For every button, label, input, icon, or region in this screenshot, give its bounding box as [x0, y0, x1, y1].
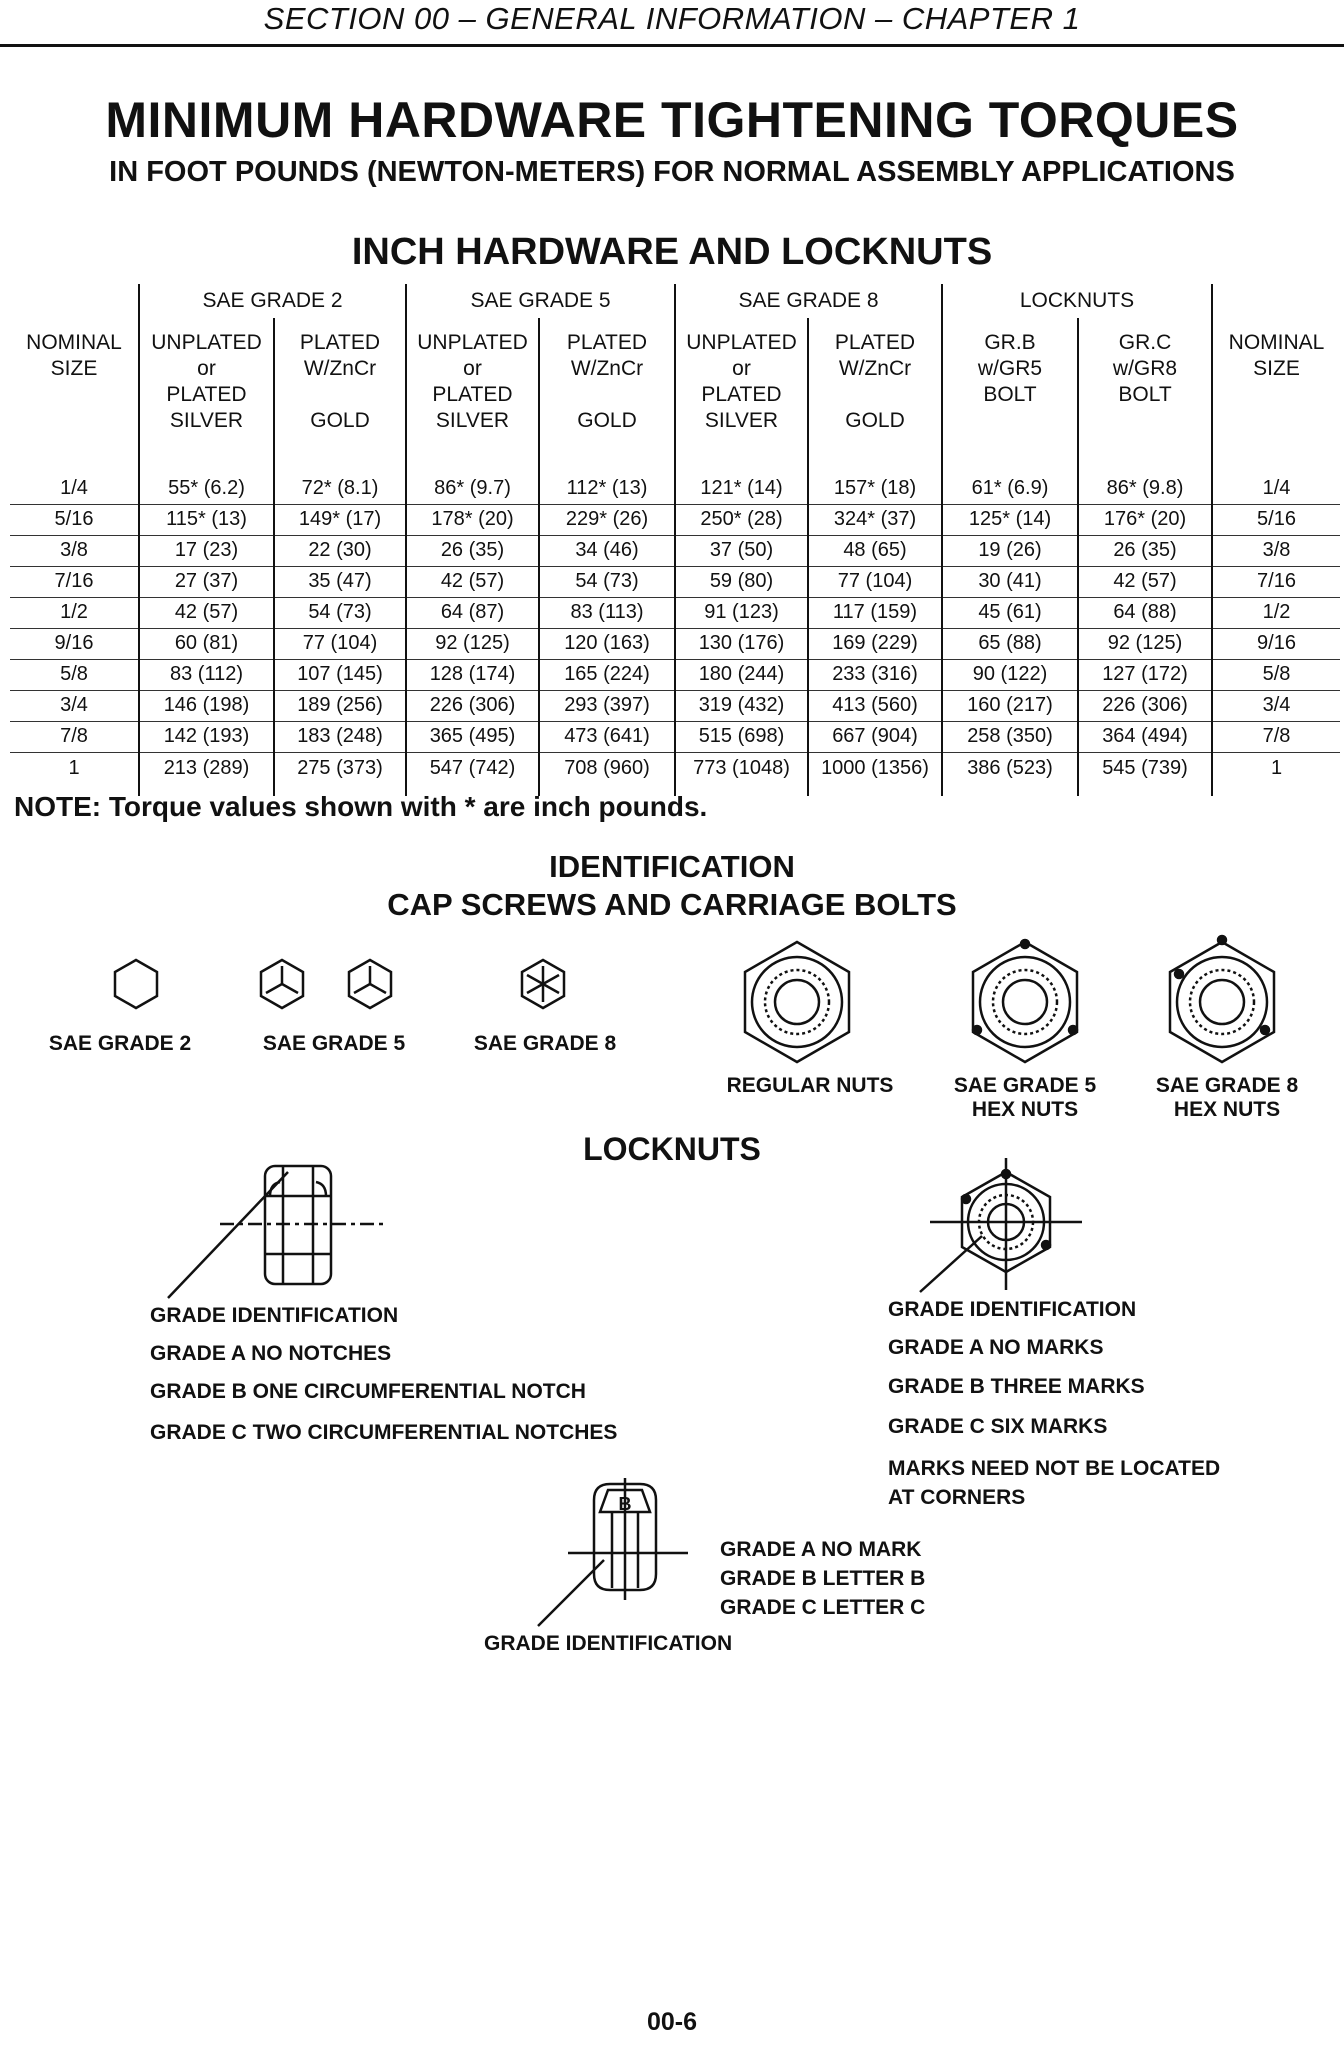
table-cell: 157* (18)	[808, 460, 942, 504]
column-header-line: UNPLATED	[686, 331, 797, 354]
table-cell: 35 (47)	[274, 566, 406, 597]
table-cell: 27 (37)	[139, 566, 274, 597]
table-cell: 92 (125)	[406, 628, 539, 659]
nut-caption-grade-5-line2: HEX NUTS	[971, 1098, 1079, 1121]
left-list-line-4: GRADE C TWO CIRCUMFERENTIAL NOTCHES	[150, 1421, 618, 1444]
locknut-top-view-icon	[920, 1158, 1082, 1292]
table-cell: 61* (6.9)	[942, 460, 1078, 504]
table-cell: 42 (57)	[406, 566, 539, 597]
column-header-line: W/ZnCr	[303, 357, 377, 380]
left-list-line-2: GRADE A NO NOTCHES	[150, 1342, 392, 1365]
table-cell: 149* (17)	[274, 504, 406, 535]
torque-note: NOTE: Torque values shown with * are inch pounds.	[14, 791, 708, 822]
group-sae-grade-8: SAE GRADE 8	[675, 284, 942, 318]
right-list-line-6: AT CORNERS	[888, 1486, 1026, 1509]
table-cell: 5/8	[10, 659, 139, 690]
table-cell: 189 (256)	[274, 690, 406, 721]
table-cell: 37 (50)	[675, 535, 808, 566]
table-cell: 7/16	[1212, 566, 1340, 597]
column-header-line: w/GR5	[977, 357, 1043, 380]
table-cell: 1	[1212, 752, 1340, 796]
bottom-list-line-2: GRADE B LETTER B	[720, 1567, 926, 1590]
column-header-line: PLATED	[834, 331, 916, 354]
column-header-line: w/GR8	[1112, 357, 1178, 380]
column-header-line: GR.C	[1118, 331, 1172, 354]
table-cell: 365 (495)	[406, 721, 539, 752]
page-number: 00-6	[646, 2008, 698, 2036]
table-cell: 178* (20)	[406, 504, 539, 535]
table-cell: 1000 (1356)	[808, 752, 942, 796]
table-cell: 1/4	[1212, 460, 1340, 504]
table-cell: 226 (306)	[1078, 690, 1212, 721]
table-cell: 146 (198)	[139, 690, 274, 721]
table-cell: 258 (350)	[942, 721, 1078, 752]
page-title: MINIMUM HARDWARE TIGHTENING TORQUES	[105, 92, 1239, 148]
table-cell: 125* (14)	[942, 504, 1078, 535]
column-header-line: PLATED	[299, 331, 381, 354]
table-cell: 83 (113)	[539, 597, 675, 628]
table-cell: 213 (289)	[139, 752, 274, 796]
table-cell: 233 (316)	[808, 659, 942, 690]
column-header-line: NOMINAL	[26, 331, 122, 354]
table-cell: 386 (523)	[942, 752, 1078, 796]
table-cell: 120 (163)	[539, 628, 675, 659]
table-cell: 364 (494)	[1078, 721, 1212, 752]
table-cell: 250* (28)	[675, 504, 808, 535]
table-cell: 107 (145)	[274, 659, 406, 690]
column-header-line: PLATED	[701, 383, 782, 406]
table-cell: 92 (125)	[1078, 628, 1212, 659]
column-header-line: W/ZnCr	[570, 357, 644, 380]
group-sae-grade-2: SAE GRADE 2	[139, 284, 406, 318]
column-header-line: GOLD	[577, 409, 637, 432]
table-cell: 5/16	[10, 504, 139, 535]
column-header-line: GR.B	[984, 331, 1036, 354]
group-sae-grade-5: SAE GRADE 5	[406, 284, 675, 318]
table-cell: 1/2	[1212, 597, 1340, 628]
left-list-line-3: GRADE B ONE CIRCUMFERENTIAL NOTCH	[150, 1380, 586, 1403]
page-subtitle: IN FOOT POUNDS (NEWTON-METERS) FOR NORMAL ASSEMBLY APPLICATIONS	[109, 156, 1235, 188]
column-header-line: PLATED	[432, 383, 513, 406]
table-cell: 7/8	[10, 721, 139, 752]
table-cell: 26 (35)	[1078, 535, 1212, 566]
column-header-line: UNPLATED	[417, 331, 528, 354]
bottom-list-line-3: GRADE C LETTER C	[720, 1596, 926, 1619]
table-cell: 3/8	[10, 535, 139, 566]
right-list-line-5: MARKS NEED NOT BE LOCATED	[888, 1457, 1221, 1480]
hex-nut-grade-8-icon	[1170, 936, 1274, 1062]
nut-caption-grade-8-line1: SAE GRADE 8	[1155, 1074, 1299, 1097]
table-cell: 180 (244)	[675, 659, 808, 690]
table-cell: 48 (65)	[808, 535, 942, 566]
table-cell: 86* (9.8)	[1078, 460, 1212, 504]
column-header-line: SILVER	[435, 409, 510, 432]
table-cell: 127 (172)	[1078, 659, 1212, 690]
table-cell: 3/4	[1212, 690, 1340, 721]
table-cell: 130 (176)	[675, 628, 808, 659]
column-header-line: GOLD	[310, 409, 370, 432]
table-cell: 545 (739)	[1078, 752, 1212, 796]
table-cell: 319 (432)	[675, 690, 808, 721]
table-cell: 55* (6.2)	[139, 460, 274, 504]
right-list-line-3: GRADE B THREE MARKS	[888, 1375, 1145, 1398]
identification-title-line1: IDENTIFICATION	[549, 849, 795, 884]
table-cell: 667 (904)	[808, 721, 942, 752]
table-title: INCH HARDWARE AND LOCKNUTS	[351, 231, 993, 273]
table-cell: 3/4	[10, 690, 139, 721]
column-header-line: PLATED	[166, 383, 247, 406]
table-cell: 45 (61)	[942, 597, 1078, 628]
table-cell: 773 (1048)	[675, 752, 808, 796]
column-header-line: W/ZnCr	[838, 357, 912, 380]
table-cell: 142 (193)	[139, 721, 274, 752]
table-cell: 128 (174)	[406, 659, 539, 690]
bolt-caption-grade-5: SAE GRADE 5	[262, 1032, 406, 1055]
column-header-line: BOLT	[1118, 383, 1172, 406]
table-cell: 91 (123)	[675, 597, 808, 628]
table-cell: 9/16	[10, 628, 139, 659]
table-cell: 1/2	[10, 597, 139, 628]
table-cell: 515 (698)	[675, 721, 808, 752]
table-cell: 176* (20)	[1078, 504, 1212, 535]
table-cell: 7/8	[1212, 721, 1340, 752]
column-header-line: BOLT	[983, 383, 1037, 406]
table-cell: 112* (13)	[539, 460, 675, 504]
bottom-list-line-1: GRADE A NO MARK	[720, 1538, 922, 1561]
table-cell: 293 (397)	[539, 690, 675, 721]
column-header-line: or	[463, 357, 482, 380]
column-header-line: SILVER	[704, 409, 779, 432]
column-header-line: GOLD	[845, 409, 905, 432]
table-cell: 34 (46)	[539, 535, 675, 566]
section-header: SECTION 00 – GENERAL INFORMATION – CHAPTER 1	[263, 1, 1081, 36]
table-cell: 9/16	[1212, 628, 1340, 659]
table-cell: 77 (104)	[808, 566, 942, 597]
bolt-caption-grade-2: SAE GRADE 2	[48, 1032, 192, 1055]
table-cell: 64 (87)	[406, 597, 539, 628]
table-cell: 5/16	[1212, 504, 1340, 535]
table-cell: 54 (73)	[539, 566, 675, 597]
table-cell: 77 (104)	[274, 628, 406, 659]
group-locknuts: LOCKNUTS	[942, 284, 1212, 318]
table-cell: 65 (88)	[942, 628, 1078, 659]
column-header-line: or	[197, 357, 216, 380]
table-cell: 413 (560)	[808, 690, 942, 721]
table-cell: 708 (960)	[539, 752, 675, 796]
table-cell: 90 (122)	[942, 659, 1078, 690]
table-cell: 30 (41)	[942, 566, 1078, 597]
locknuts-title: LOCKNUTS	[583, 1131, 761, 1167]
hex-nut-grade-5-icon	[973, 940, 1077, 1062]
table-cell: 1/4	[10, 460, 139, 504]
table-cell: 117 (159)	[808, 597, 942, 628]
table-cell: 64 (88)	[1078, 597, 1212, 628]
right-list-line-2: GRADE A NO MARKS	[888, 1336, 1104, 1359]
table-cell: 7/16	[10, 566, 139, 597]
bolt-grade-8-icon	[522, 960, 564, 1008]
table-cell: 165 (224)	[539, 659, 675, 690]
table-cell: 473 (641)	[539, 721, 675, 752]
table-cell: 86* (9.7)	[406, 460, 539, 504]
column-header-line: NOMINAL	[1228, 331, 1325, 354]
table-cell: 26 (35)	[406, 535, 539, 566]
table-cell: 42 (57)	[139, 597, 274, 628]
nut-caption-grade-5-line1: SAE GRADE 5	[953, 1074, 1097, 1097]
table-cell: 3/8	[1212, 535, 1340, 566]
table-cell: 226 (306)	[406, 690, 539, 721]
nut-letter: B	[618, 1494, 632, 1514]
table-cell: 54 (73)	[274, 597, 406, 628]
table-cell: 121* (14)	[675, 460, 808, 504]
bottom-caption: GRADE IDENTIFICATION	[484, 1632, 733, 1655]
lettered-locknut-icon	[538, 1478, 688, 1626]
table-cell: 115* (13)	[139, 504, 274, 535]
bolt-grade-5-icon	[261, 960, 391, 1008]
table-cell: 17 (23)	[139, 535, 274, 566]
table-cell: 22 (30)	[274, 535, 406, 566]
table-cell: 324* (37)	[808, 504, 942, 535]
table-cell: 19 (26)	[942, 535, 1078, 566]
column-header-line: SILVER	[169, 409, 244, 432]
table-cell: 1	[68, 756, 80, 779]
table-cell: 229* (26)	[539, 504, 675, 535]
table-cell: 42 (57)	[1078, 566, 1212, 597]
table-cell: 60 (81)	[139, 628, 274, 659]
column-header-line: PLATED	[566, 331, 648, 354]
bolt-caption-grade-8: SAE GRADE 8	[473, 1032, 617, 1055]
identification-title-line2: CAP SCREWS AND CARRIAGE BOLTS	[387, 887, 957, 922]
nut-caption-grade-8-line2: HEX NUTS	[1173, 1098, 1281, 1121]
right-list-line-1: GRADE IDENTIFICATION	[888, 1298, 1137, 1321]
column-header-line: SIZE	[1253, 357, 1300, 380]
right-list-line-4: GRADE C SIX MARKS	[888, 1415, 1108, 1438]
left-list-line-1: GRADE IDENTIFICATION	[150, 1304, 399, 1327]
column-header-line: UNPLATED	[151, 331, 262, 354]
regular-nut-icon	[745, 942, 849, 1062]
locknut-side-view-icon	[168, 1166, 385, 1298]
table-cell: 59 (80)	[675, 566, 808, 597]
nut-caption-regular-line1: REGULAR NUTS	[726, 1074, 894, 1097]
table-cell: 72* (8.1)	[274, 460, 406, 504]
column-header-line: SIZE	[50, 357, 98, 380]
table-cell: 169 (229)	[808, 628, 942, 659]
table-cell: 160 (217)	[942, 690, 1078, 721]
column-header-line: or	[732, 357, 751, 380]
bolt-grade-2-icon	[115, 960, 157, 1008]
table-cell: 275 (373)	[274, 752, 406, 796]
table-cell: 183 (248)	[274, 721, 406, 752]
table-cell: 5/8	[1212, 659, 1340, 690]
table-cell: 547 (742)	[406, 752, 539, 796]
table-cell: 83 (112)	[139, 659, 274, 690]
